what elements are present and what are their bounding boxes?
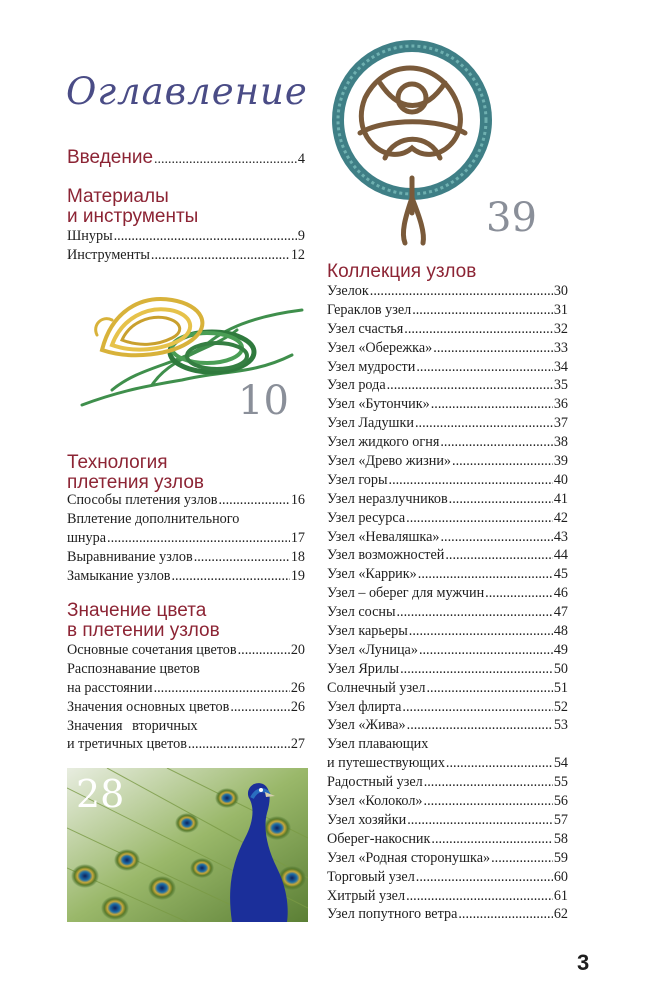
- toc-leader: [219, 491, 290, 510]
- toc-entry: [67, 698, 305, 717]
- toc-leader: [107, 529, 290, 548]
- toc-leader: [406, 509, 553, 528]
- toc-entry: [327, 546, 568, 565]
- toc-entry: [327, 452, 568, 471]
- toc-entry: [327, 679, 568, 698]
- toc-entry-label: Узел «Колокол»: [327, 793, 423, 810]
- toc-entry-page: 51: [553, 679, 568, 696]
- toc-leader: [418, 565, 553, 584]
- toc-leader: [402, 698, 552, 717]
- photo-page-number-amulet: 39: [486, 195, 537, 241]
- toc-entry-page: 46: [553, 585, 568, 602]
- toc-leader: [409, 622, 553, 641]
- toc-entry-page: 18: [290, 548, 305, 565]
- heading-line: плетения узлов: [67, 472, 204, 493]
- toc-entry-label: Солнечный узел: [327, 679, 426, 696]
- toc-entry-label: Узел флирта: [327, 698, 402, 715]
- toc-entry: Распознавание цветов: [67, 660, 200, 677]
- photo-page-number-cords: 10: [238, 378, 289, 424]
- toc-entry: [327, 887, 568, 906]
- toc-leader: [452, 452, 553, 471]
- toc-entry-page: 16: [290, 492, 305, 508]
- toc-entry-label: шнура: [67, 529, 107, 546]
- heading-line: Значение цвета: [67, 600, 207, 621]
- toc-entry: [327, 603, 568, 622]
- toc-entry: [327, 849, 568, 868]
- toc-entry: [67, 529, 305, 548]
- toc-leader: [154, 679, 290, 698]
- toc-leader: [485, 584, 553, 603]
- toc-entry: [67, 246, 305, 265]
- toc-entry-page: 20: [290, 642, 305, 658]
- toc-entry: [327, 339, 568, 358]
- toc-entry-page: 59: [553, 849, 568, 866]
- toc-entry: [327, 395, 568, 414]
- toc-entry-page: 57: [553, 811, 568, 828]
- toc-entry-label: Гераклов узел: [327, 301, 412, 318]
- toc-entry-label: Узел жидкого огня: [327, 434, 440, 451]
- toc-entry-label: Узел счастья: [327, 320, 404, 337]
- toc-leader: [419, 641, 553, 660]
- toc-entry: [327, 641, 568, 660]
- toc-entry-label: на расстоянии: [67, 679, 153, 696]
- toc-intro-label: Введение: [67, 147, 154, 168]
- toc-leader: [194, 548, 290, 567]
- toc-entry-page: 27: [290, 736, 305, 753]
- toc-entry-page: 17: [290, 529, 305, 546]
- toc-entry-page: 12: [290, 246, 305, 263]
- toc-entry-label: Узел «Родная сторонушка»: [327, 849, 491, 866]
- toc-entry-label: Узел «Жива»: [327, 717, 406, 734]
- toc-entry-page: 53: [553, 717, 568, 734]
- toc-entry: [67, 227, 305, 246]
- toc-entry: [327, 811, 568, 830]
- toc-entry-label: Узел возможностей: [327, 547, 445, 564]
- toc-leader: [491, 849, 553, 868]
- toc-leader: [154, 148, 297, 172]
- toc-entry: [327, 320, 568, 339]
- toc-entry-label: Узел неразлучников: [327, 490, 448, 507]
- toc-entry-label: Замыкание узлов: [67, 567, 171, 584]
- toc-entry-page: 62: [553, 906, 568, 923]
- toc-leader: [404, 320, 553, 339]
- toc-entry-page: 30: [553, 283, 568, 299]
- toc-entry-label: Оберег-накосник: [327, 830, 431, 847]
- toc-leader: [238, 641, 290, 660]
- toc-leader: [172, 567, 290, 586]
- toc-leader: [433, 339, 553, 358]
- toc-entry-page: 54: [553, 755, 568, 772]
- toc-entry: [67, 548, 305, 567]
- toc-leader: [441, 528, 553, 547]
- toc-entry-label: Шнуры: [67, 228, 113, 244]
- toc-entry-page: 9: [297, 228, 305, 244]
- toc-entry-label: Значения основных цветов: [67, 698, 230, 715]
- toc-entry: [327, 282, 568, 301]
- toc-leader: [431, 395, 553, 414]
- toc-list-collection: [327, 282, 568, 924]
- toc-entry-label: и путешествующих: [327, 755, 445, 772]
- toc-entry: [327, 773, 568, 792]
- knot-amulet-photo: [325, 38, 500, 250]
- toc-leader: [426, 679, 552, 698]
- toc-entry-label: Узел карьеры: [327, 623, 408, 640]
- toc-entry: [327, 716, 568, 735]
- toc-entry-page: 26: [290, 698, 305, 715]
- heading-line: Технология: [67, 452, 168, 473]
- toc-entry-label: Узел попутного ветра: [327, 906, 458, 923]
- toc-entry: [327, 698, 568, 717]
- toc-entry-label: Узел Ярилы: [327, 660, 400, 677]
- toc-entry-page: 36: [553, 396, 568, 413]
- toc-leader: [400, 660, 553, 679]
- toc-entry-page: 50: [553, 660, 568, 677]
- toc-leader: [458, 905, 552, 924]
- toc-leader: [406, 887, 553, 906]
- heading-line: в плетении узлов: [67, 620, 220, 641]
- toc-entry-label: Узел Ладушки: [327, 415, 414, 432]
- toc-leader: [407, 811, 553, 830]
- toc-entry-label: Инструменты: [67, 246, 150, 263]
- toc-entry-page: 43: [553, 528, 568, 545]
- toc-entry: [327, 622, 568, 641]
- toc-entry-page: 48: [553, 623, 568, 640]
- toc-entry: [67, 567, 305, 586]
- toc-entry-page: 26: [290, 679, 305, 696]
- toc-entry: [327, 376, 568, 395]
- toc-entry-label: Основные сочетания цветов: [67, 642, 237, 658]
- toc-leader: [446, 754, 553, 773]
- toc-entry-page: 41: [553, 490, 568, 507]
- toc-entry-label: Узелок: [327, 283, 369, 299]
- toc-entry: [67, 491, 305, 510]
- toc-entry: Вплетение дополнительного: [67, 510, 240, 527]
- toc-leader: [415, 414, 553, 433]
- toc-leader: [387, 376, 553, 395]
- toc-entry: [67, 679, 305, 698]
- toc-leader: [151, 246, 290, 265]
- heading-line: и инструменты: [67, 206, 199, 227]
- toc-entry-page: 38: [553, 434, 568, 451]
- toc-entry: [327, 358, 568, 377]
- toc-entry: [327, 490, 568, 509]
- toc-entry-label: Узел «Бутончик»: [327, 396, 430, 413]
- toc-entry-page: 37: [553, 415, 568, 432]
- page-number: 3: [577, 950, 590, 975]
- toc-entry-page: 61: [553, 887, 568, 904]
- toc-entry-page: 60: [553, 868, 568, 885]
- toc-entry-label: Узел мудрости: [327, 358, 416, 375]
- toc-entry-page: 56: [553, 793, 568, 810]
- toc-entry-label: Хитрый узел: [327, 887, 406, 904]
- toc-entry-label: Узел «Луница»: [327, 641, 418, 658]
- toc-entry-label: Выравнивание узлов: [67, 548, 193, 565]
- toc-leader: [397, 603, 553, 622]
- toc-entry-label: Узел горы: [327, 471, 388, 488]
- toc-entry-label: и третичных цветов: [67, 736, 187, 753]
- toc-list-color: [67, 641, 305, 754]
- toc-entry-page: 32: [553, 320, 568, 337]
- toc-entry-page: 45: [553, 566, 568, 583]
- toc-entry-label: Торговый узел: [327, 868, 415, 885]
- toc-entry: [327, 905, 568, 924]
- toc-entry: [67, 735, 305, 754]
- toc-entry: [327, 584, 568, 603]
- toc-entry-label: Узел хозяйки: [327, 811, 407, 828]
- toc-leader: [440, 433, 552, 452]
- toc-entry-label: Узел «Древо жизни»: [327, 453, 452, 470]
- toc-entry: [327, 660, 568, 679]
- toc-entry-label: Узел – оберег для мужчин: [327, 585, 485, 602]
- toc-entry-page: 34: [553, 358, 568, 375]
- toc-entry-page: 55: [553, 774, 568, 791]
- toc-leader: [431, 830, 552, 849]
- toc-entry: Значения вторичных: [67, 717, 198, 734]
- toc-leader: [114, 227, 297, 246]
- toc-intro-page: 4: [297, 151, 305, 167]
- section-heading-materials: [67, 187, 198, 227]
- toc-entry: [327, 471, 568, 490]
- toc-leader: [230, 698, 289, 717]
- toc-leader: [449, 490, 553, 509]
- toc-entry: Узел плавающих: [327, 736, 429, 753]
- toc-entry-page: 40: [553, 471, 568, 488]
- toc-leader: [424, 792, 553, 811]
- toc-entry-page: 58: [553, 830, 568, 847]
- toc-entry-page: 52: [553, 698, 568, 715]
- toc-entry: [327, 754, 568, 773]
- toc-entry-page: 44: [553, 547, 568, 564]
- toc-leader: [412, 301, 553, 320]
- toc-intro: [67, 146, 305, 170]
- toc-entry: [327, 509, 568, 528]
- section-heading-collection: Коллекция узлов: [327, 261, 477, 282]
- toc-leader: [407, 716, 553, 735]
- toc-leader: [416, 868, 553, 887]
- toc-entry: [67, 641, 305, 660]
- toc-entry: [327, 868, 568, 887]
- toc-entry-label: Радостный узел: [327, 774, 423, 791]
- toc-entry: [327, 433, 568, 452]
- toc-entry-label: Узел рода: [327, 377, 386, 394]
- toc-entry-label: Узел сосны: [327, 604, 396, 621]
- section-heading-color: [67, 601, 220, 641]
- toc-leader: [445, 546, 552, 565]
- toc-entry-page: 31: [553, 301, 568, 318]
- toc-entry-label: Способы плетения узлов: [67, 492, 218, 508]
- toc-leader: [389, 471, 553, 490]
- toc-entry-page: 39: [553, 453, 568, 470]
- toc-entry: [327, 414, 568, 433]
- toc-entry-page: 19: [290, 567, 305, 584]
- heading-line: Материалы: [67, 186, 169, 207]
- toc-entry-label: Узел «Неваляшка»: [327, 528, 440, 545]
- toc-entry: [327, 528, 568, 547]
- toc-entry-label: Узел «Каррик»: [327, 566, 417, 583]
- toc-list-technology: [67, 491, 305, 585]
- toc-entry: [327, 301, 568, 320]
- toc-entry-page: 42: [553, 509, 568, 526]
- toc-entry-label: Узел «Обережка»: [327, 339, 433, 356]
- toc-entry: [327, 792, 568, 811]
- toc-leader: [416, 358, 552, 377]
- toc-leader: [370, 282, 553, 301]
- toc-entry-page: 47: [553, 604, 568, 621]
- toc-leader: [188, 735, 290, 754]
- toc-list-materials: [67, 227, 305, 265]
- toc-entry-page: 35: [553, 377, 568, 394]
- page-title: Оглавление: [66, 70, 308, 113]
- toc-entry: [327, 830, 568, 849]
- section-heading-technology: [67, 453, 204, 493]
- toc-entry-label: Узел ресурса: [327, 509, 406, 526]
- photo-page-number-peacock: 28: [76, 772, 125, 816]
- toc-entry-page: 33: [553, 339, 568, 356]
- toc-leader: [424, 773, 553, 792]
- toc-entry-page: 49: [553, 641, 568, 658]
- toc-entry: [327, 565, 568, 584]
